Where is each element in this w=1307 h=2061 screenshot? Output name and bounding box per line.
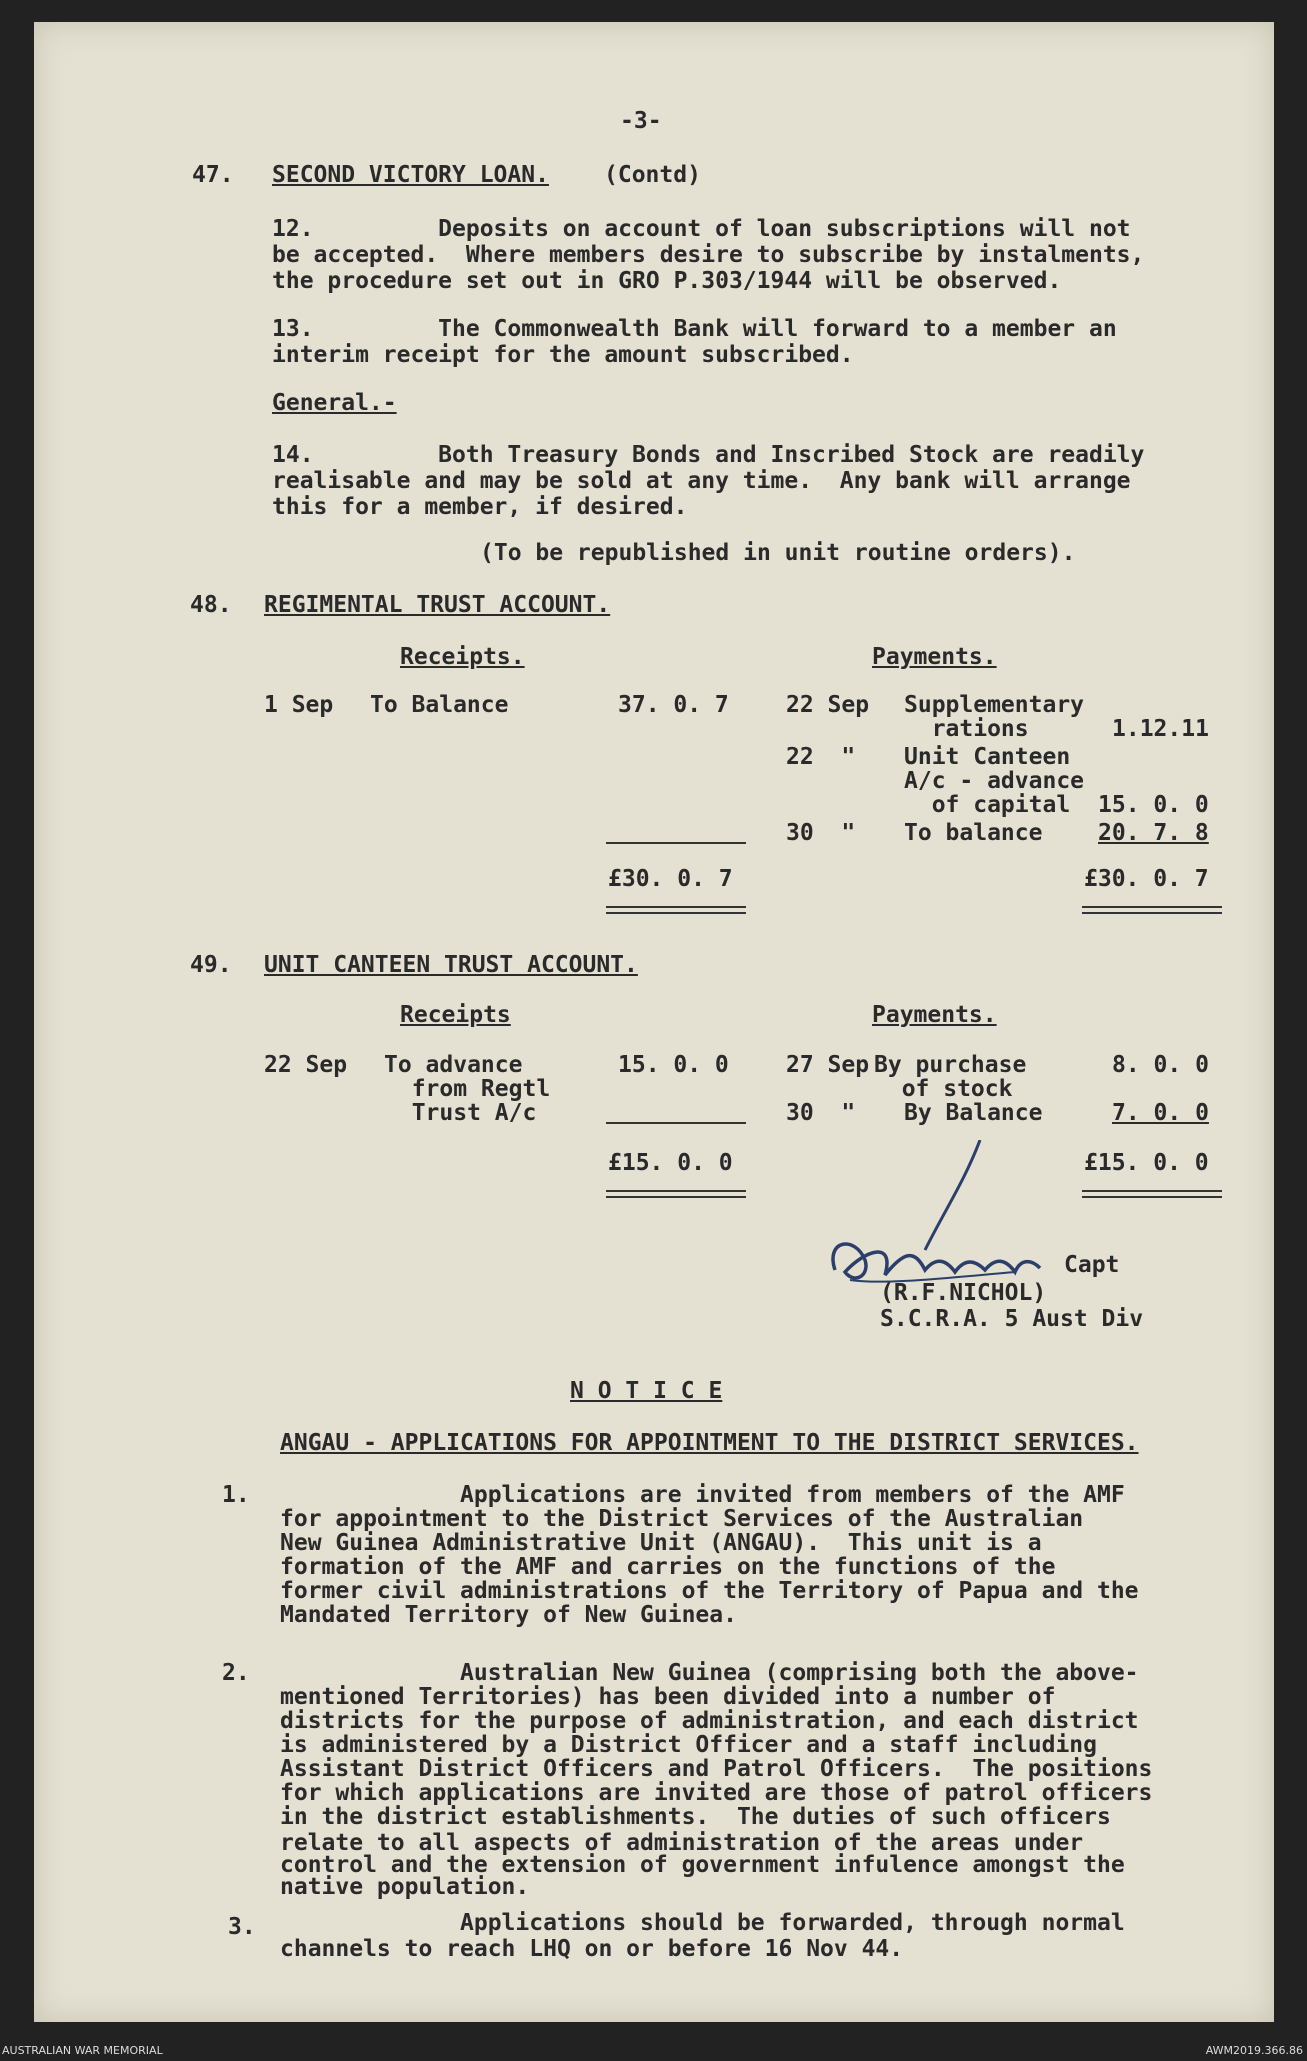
notice-para-2-number: 2. — [222, 1660, 250, 1686]
payment-amount: 20. 7. 8 — [1098, 820, 1209, 846]
payment-description: A/c - advance — [904, 768, 1085, 794]
notice-para-1-line: for appointment to the District Services of the Australian — [280, 1506, 1084, 1532]
payments-heading: Payments. — [872, 1002, 997, 1028]
payment-description: To balance — [904, 820, 1043, 846]
payment-description: Unit Canteen — [904, 744, 1071, 770]
notice-para-2-line: native population. — [280, 1874, 530, 1900]
notice-para-1-line: New Guinea Administrative Unit (ANGAU). This unit is a — [280, 1530, 1042, 1556]
footer-reference: AWM2019.366.86 — [1205, 2044, 1303, 2057]
receipt-description: To Balance — [370, 692, 509, 718]
notice-para-2-line: Australian New Guinea (comprising both the above- — [280, 1660, 1139, 1686]
republish-note: (To be republished in unit routine orders). — [480, 540, 1076, 566]
page-number: -3- — [620, 108, 662, 134]
notice-para-1-line: former civil administrations of the Territory of Papua and the — [280, 1578, 1139, 1604]
notice-subtitle: ANGAU - APPLICATIONS FOR APPOINTMENT TO THE DISTRICT SERVICES. — [280, 1430, 1139, 1456]
payments-total-double-rule — [1082, 906, 1222, 908]
receipt-amount: 15. 0. 0 — [618, 1052, 729, 1078]
payment-description: Supplementary — [904, 692, 1085, 718]
para-14-line3: this for a member, if desired. — [272, 494, 688, 520]
para-12-line3: the procedure set out in GRO P.303/1944 will be observed. — [272, 268, 1062, 294]
payment-date: 30 " — [786, 820, 856, 846]
receipt-description: To advance — [384, 1052, 523, 1078]
general-heading: General.- — [272, 390, 397, 416]
receipts-total: £15. 0. 0 — [608, 1150, 733, 1176]
receipt-description: Trust A/c — [384, 1100, 537, 1126]
notice-para-1-line: Applications are invited from members of the AMF — [280, 1482, 1125, 1508]
signatory-role: S.C.R.A. 5 Aust Div — [880, 1306, 1144, 1332]
para-12-line2: be accepted. Where members desire to subscribe by instalments, — [272, 242, 1145, 268]
notice-para-2-line: for which applications are invited are those of patrol officers — [280, 1780, 1153, 1806]
notice-para-1-line: Mandated Territory of New Guinea. — [280, 1602, 737, 1628]
payments-heading: Payments. — [872, 644, 997, 670]
section-49-number: 49. — [190, 952, 232, 978]
notice-para-2-line: relate to all aspects of administration of the areas under — [280, 1830, 1084, 1856]
notice-para-3-line: Applications should be forwarded, through normal — [280, 1910, 1125, 1936]
payment-description: By Balance — [904, 1100, 1043, 1126]
section-48-title: REGIMENTAL TRUST ACCOUNT. — [264, 592, 611, 618]
notice-para-2-line: is administered by a District Officer and a staff including — [280, 1732, 1097, 1758]
section-48-number: 48. — [190, 592, 232, 618]
payments-total-double-rule — [1082, 912, 1222, 914]
payment-description: of capital — [904, 792, 1071, 818]
payment-date: 22 Sep — [786, 692, 870, 718]
notice-para-2-line: control and the extension of government infulence amongst the — [280, 1852, 1125, 1878]
notice-para-2-line: districts for the purpose of administration, and each district — [280, 1708, 1139, 1734]
payment-amount: 15. 0. 0 — [1098, 792, 1209, 818]
receipt-amount: 37. 0. 7 — [618, 692, 729, 718]
payment-amount: 7. 0. 0 — [1112, 1100, 1209, 1126]
payment-description: of stock — [874, 1076, 1013, 1102]
payment-date: 27 Sep — [786, 1052, 870, 1078]
receipts-heading: Receipts — [400, 1002, 511, 1028]
receipt-date: 22 Sep — [264, 1052, 348, 1078]
receipt-subtotal-rule — [606, 1122, 746, 1124]
payments-total-double-rule — [1082, 1196, 1222, 1198]
para-13-line1: 13. The Commonwealth Bank will forward to a member an — [272, 316, 1117, 342]
notice-para-3-line: channels to reach LHQ on or before 16 Nov 44. — [280, 1936, 904, 1962]
receipt-subtotal-rule — [606, 842, 746, 844]
footer-credit: AUSTRALIAN WAR MEMORIAL — [2, 2044, 163, 2057]
payment-amount: 1.12.11 — [1112, 716, 1209, 742]
section-47-title: SECOND VICTORY LOAN. — [272, 162, 549, 188]
payments-total-double-rule — [1082, 1190, 1222, 1192]
payment-description: By purchase — [874, 1052, 1027, 1078]
receipt-date: 1 Sep — [264, 692, 334, 718]
section-49-title: UNIT CANTEEN TRUST ACCOUNT. — [264, 952, 638, 978]
para-12-line1: 12. Deposits on account of loan subscriptions will not — [272, 216, 1131, 242]
para-14-line2: realisable and may be sold at any time. Any bank will arrange — [272, 468, 1131, 494]
para-14-line1: 14. Both Treasury Bonds and Inscribed Stock are readily — [272, 442, 1145, 468]
payment-date: 30 " — [786, 1100, 856, 1126]
payments-total: £30. 0. 7 — [1084, 866, 1209, 892]
receipt-description: from Regtl — [384, 1076, 551, 1102]
receipts-heading: Receipts. — [400, 644, 525, 670]
signatory-name: (R.F.NICHOL) — [880, 1280, 1047, 1306]
notice-title: N O T I C E — [570, 1378, 723, 1404]
notice-para-2-line: mentioned Territories) has been divided into a number of — [280, 1684, 1056, 1710]
notice-para-1-line: formation of the AMF and carries on the functions of the — [280, 1554, 1056, 1580]
section-47-contd: (Contd) — [604, 162, 701, 188]
notice-para-3-number: 3. — [228, 1914, 256, 1940]
payment-description: rations — [904, 716, 1029, 742]
receipts-total-double-rule — [606, 906, 746, 908]
para-13-line2: interim receipt for the amount subscribed. — [272, 342, 854, 368]
payment-date: 22 " — [786, 744, 856, 770]
receipts-total: £30. 0. 7 — [608, 866, 733, 892]
receipts-total-double-rule — [606, 912, 746, 914]
receipts-total-double-rule — [606, 1196, 746, 1198]
notice-para-1-number: 1. — [222, 1482, 250, 1508]
payments-total: £15. 0. 0 — [1084, 1150, 1209, 1176]
signatory-rank: Capt — [1064, 1252, 1120, 1278]
notice-para-2-line: in the district establishments. The duties of such officers — [280, 1804, 1111, 1830]
payment-amount: 8. 0. 0 — [1112, 1052, 1209, 1078]
notice-para-2-line: Assistant District Officers and Patrol Officers. The positions — [280, 1756, 1153, 1782]
section-47-number: 47. — [192, 162, 234, 188]
receipts-total-double-rule — [606, 1190, 746, 1192]
